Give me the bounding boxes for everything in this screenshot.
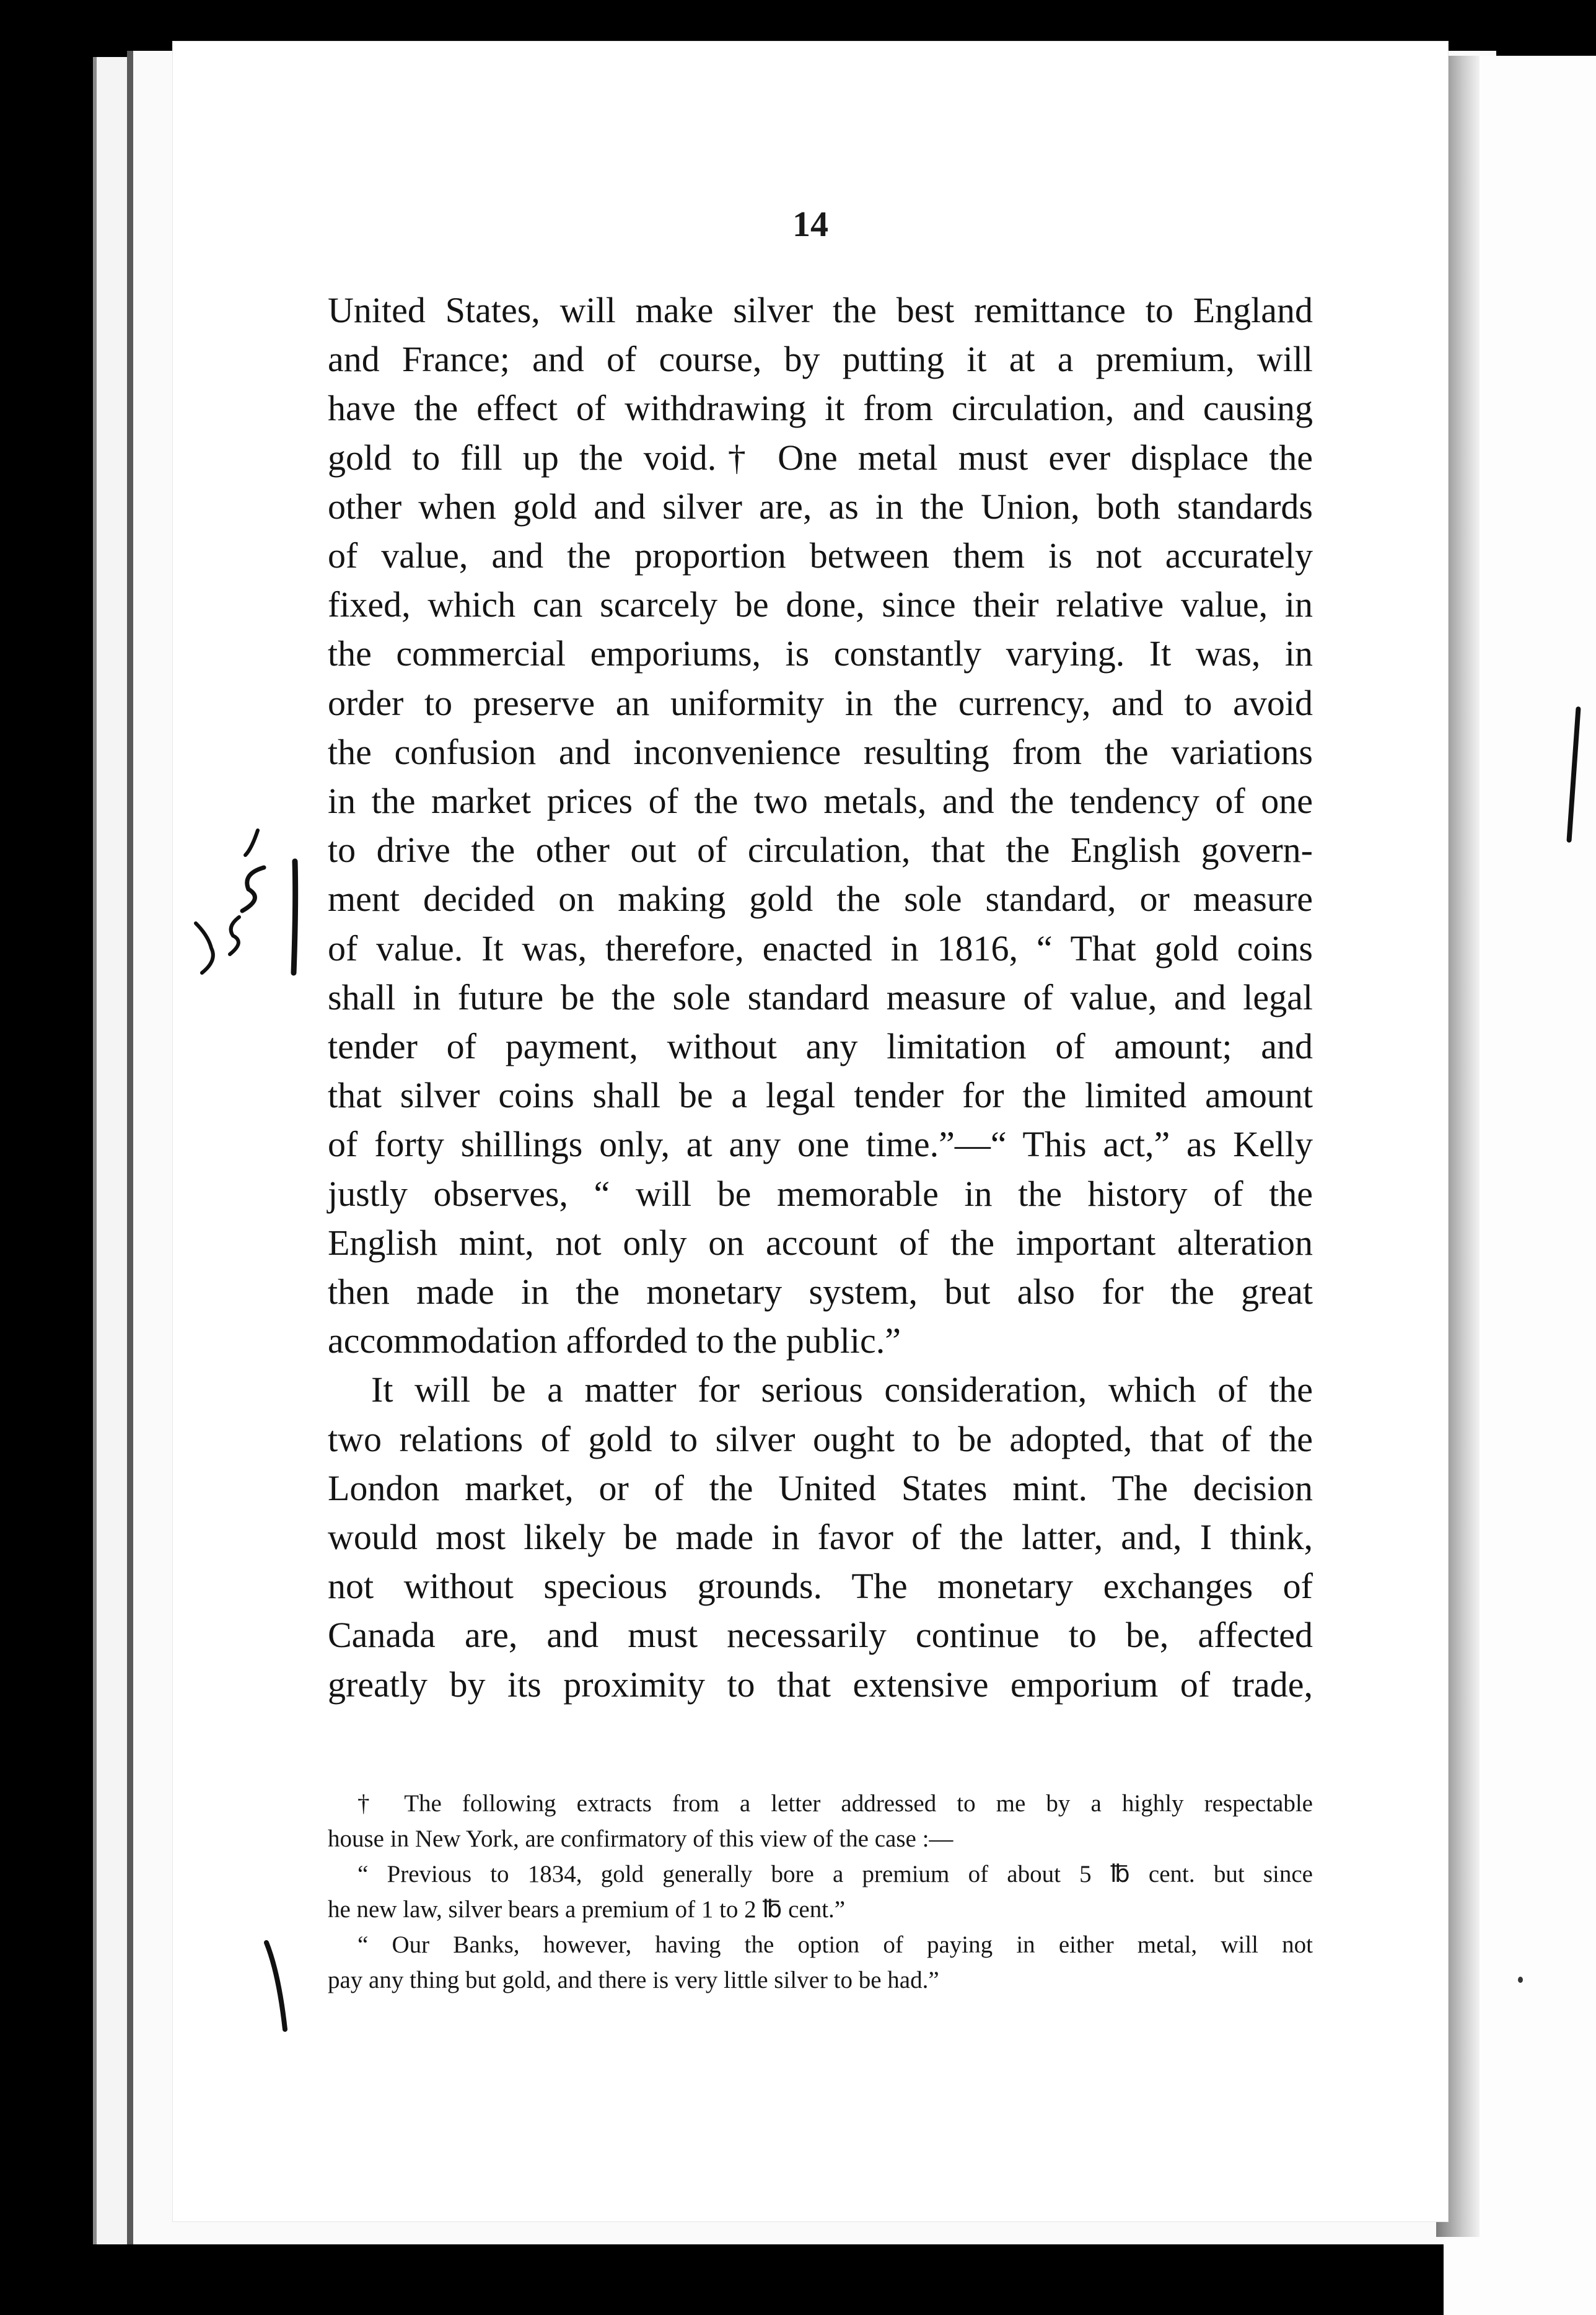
text-line: greatly by its proximity to that extensive emporium of trade, xyxy=(328,1664,1313,1705)
text-line: It will be a matter for serious consideration, which of the xyxy=(371,1369,1313,1410)
text-line: would most likely be made in favor of the latter, and, I think, xyxy=(328,1517,1313,1558)
text-line: London market, or of the United States mint. The decision xyxy=(328,1467,1313,1508)
facing-page-speck xyxy=(1518,1977,1523,1983)
text-line: shall in future be the sole standard measure of value, and legal xyxy=(328,977,1313,1017)
text-line: fixed, which can scarcely be done, since their relative value, in xyxy=(328,584,1313,625)
text-line: to drive the other out of circulation, that the English govern- xyxy=(328,830,1313,871)
text-line: of value, and the proportion between them is not accurately xyxy=(328,535,1313,576)
text-line: the confusion and inconvenience resulting from the variations xyxy=(328,731,1313,772)
text-line: that silver coins shall be a legal tender for the limited amount xyxy=(328,1075,1313,1116)
handwritten-margin-mark xyxy=(183,812,314,998)
text-line: order to preserve an uniformity in the currency, and to avoid xyxy=(328,682,1313,723)
book-page xyxy=(172,41,1449,2222)
text-line: not without specious grounds. The monetary exchanges of xyxy=(328,1566,1313,1607)
footnote-line: “ Our Banks, however, having the option of paying in either metal, will not xyxy=(357,1931,1313,1958)
text-line: and France; and of course, by putting it at a premium, will xyxy=(328,339,1313,380)
footnote-line: he new law, silver bears a premium of 1 to 2 ℔ cent.” xyxy=(328,1896,846,1923)
handwritten-margin-stroke xyxy=(260,1936,297,2036)
text-line: the commercial emporiums, is constantly varying. It was, in xyxy=(328,633,1313,674)
text-line: English mint, not only on account of the important alteration xyxy=(328,1222,1313,1263)
text-line: tender of payment, without any limitation of amount; and xyxy=(328,1026,1313,1067)
text-line: in the market prices of the two metals, and the tendency of one xyxy=(328,781,1313,822)
text-line: two relations of gold to silver ought to be adopted, that of the xyxy=(328,1418,1313,1459)
text-line: other when gold and silver are, as in the Union, both standards xyxy=(328,486,1313,527)
text-line: ment decided on making gold the sole standard, or measure xyxy=(328,879,1313,920)
text-line: then made in the monetary system, but also for the great xyxy=(328,1272,1313,1312)
text-line: gold to fill up the void.† One metal must ever displace the xyxy=(328,437,1313,478)
text-line: United States, will make silver the best remittance to England xyxy=(328,290,1313,330)
body-text xyxy=(328,286,1313,1709)
footnote-line: “ Previous to 1834, gold generally bore a premium of about 5 ℔ cent. but since xyxy=(357,1861,1313,1887)
page-number: 14 xyxy=(792,204,828,244)
footnote-line: † The following extracts from a letter addressed to me by a highly respectable xyxy=(357,1790,1313,1817)
footnotes xyxy=(328,1786,1313,1998)
footnote-line: house in New York, are confirmatory of this view of the case :— xyxy=(328,1825,954,1852)
text-line: Canada are, and must necessarily continue to be, affected xyxy=(328,1615,1313,1656)
text-line: accommodation afforded to the public.” xyxy=(328,1320,901,1361)
footnote-line: pay any thing but gold, and there is very little silver to be had.” xyxy=(328,1967,939,1993)
text-line: of forty shillings only, at any one time.”—“ This act,” as Kelly xyxy=(328,1124,1313,1165)
text-line: have the effect of withdrawing it from circulation, and causing xyxy=(328,388,1313,429)
text-line: justly observes, “ will be memorable in the history of the xyxy=(328,1173,1313,1214)
text-line: of value. It was, therefore, enacted in 1816, “ That gold coins xyxy=(328,928,1313,969)
